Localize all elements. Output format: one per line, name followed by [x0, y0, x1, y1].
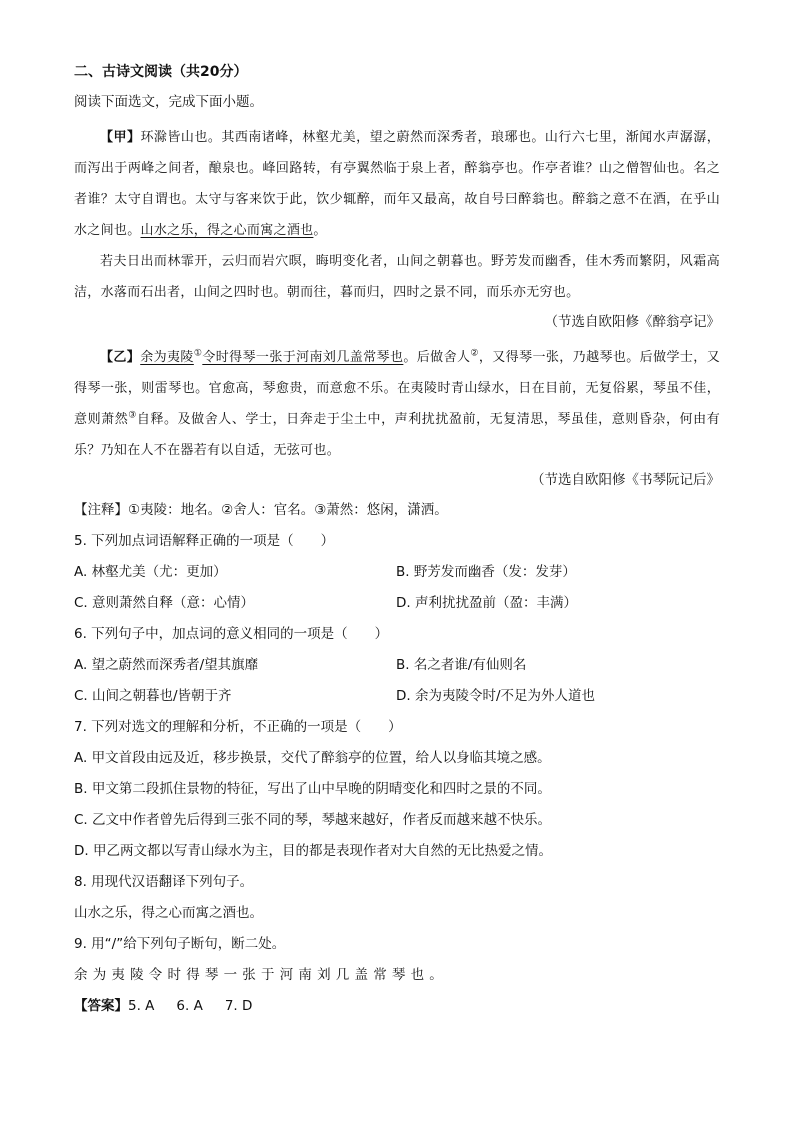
answer-7: 7. D — [224, 998, 253, 1014]
question-9-sentence: 余为夷陵令时得琴一张于河南刘几盖常琴也。 — [74, 967, 448, 983]
question-5-option-a[interactable]: A. 林壑尤美（尤：更加） — [74, 564, 227, 580]
source-yi: （节选自欧阳修《书琴阮记后》 — [531, 472, 720, 488]
question-7-option-a[interactable]: A. 甲文首段由远及近，移步换景，交代了醉翁亭的位置，给人以身临其境之感。 — [74, 750, 551, 766]
question-7-option-b[interactable]: B. 甲文第二段抓住景物的特征，写出了山中早晚的阴晴变化和四时之景的不同。 — [74, 781, 551, 797]
question-5-option-d[interactable]: D. 声利扰扰盈前（盈：丰满） — [396, 595, 577, 611]
answer-5: 5. A — [128, 998, 155, 1014]
question-6-options-row-1 — [74, 655, 720, 675]
question-5-option-b[interactable]: B. 野芳发而幽香（发：发芽） — [396, 564, 576, 580]
passage-yi — [74, 342, 720, 466]
question-6-stem: 6. 下列句子中，加点词的意义相同的一项是（ ） — [74, 626, 389, 642]
question-6-option-d[interactable]: D. 余为夷陵令时/不足为外人道也 — [396, 688, 596, 704]
question-8-sentence: 山水之乐，得之心而寓之酒也。 — [74, 905, 263, 921]
question-6-option-b[interactable]: B. 名之者谁/有仙则名 — [396, 657, 527, 673]
question-7-option-c[interactable]: C. 乙文中作者曾先后得到三张不同的琴，琴越来越好，作者反而越来越不快乐。 — [74, 812, 552, 828]
question-6-option-c[interactable]: C. 山间之朝暮也/皆朝于齐 — [74, 688, 232, 704]
question-5-options-row-1 — [74, 562, 720, 582]
question-8-stem: 8. 用现代汉语翻译下列句子。 — [74, 874, 254, 890]
passage-tag-jia: 【甲】 — [100, 130, 141, 145]
passage-yi-text-3: 自释。及做舍人、学士，日奔走于尘土中，声利扰扰盈前，无复清思，琴虽佳，意则昏杂，何由有乐？乃知在人不在器若有以自适，无弦可也。 — [74, 412, 720, 458]
question-6-option-a[interactable]: A. 望之蔚然而深秀者/望其旗靡 — [74, 657, 259, 673]
question-5-stem: 5. 下列加点词语解释正确的一项是（ ） — [74, 533, 335, 549]
underlined-sentence-jia: 山水之乐，得之心而寓之酒也 — [140, 223, 314, 238]
annotation-note: 【注释】①夷陵：地名。②舍人：官名。③萧然：悠闲，潇洒。 — [74, 502, 448, 518]
footnote-marker-3: ③ — [128, 410, 137, 421]
footnote-marker-1: ① — [193, 348, 203, 359]
source-jia: （节选自欧阳修《醉翁亭记》 — [544, 314, 720, 330]
exam-page — [74, 62, 720, 1016]
footnote-marker-2: ② — [470, 348, 479, 359]
answer-line — [74, 996, 720, 1016]
passage-jia — [74, 122, 720, 308]
question-6-options-row-2 — [74, 686, 720, 706]
passage-jia-paragraph-2: 若夫日出而林霏开，云归而岩穴暝，晦明变化者，山间之朝暮也。野芳发而幽香，佳木秀而繁阴，风霜高洁，水落而石出者，山间之四时也。朝而往，暮而归，四时之景不同，而乐亦无穷也。 — [74, 254, 720, 300]
passage-jia-paragraph-1 — [74, 122, 720, 246]
instruction: 阅读下面选文，完成下面小题。 — [74, 94, 263, 110]
answer-6: 6. A — [176, 998, 203, 1014]
answer-label: 【答案】 — [74, 998, 128, 1014]
passage-yi-text-1: 。后做舍人 — [403, 350, 471, 365]
passage-yi-paragraph — [74, 342, 720, 466]
passage-yi-text-2: ，又得琴一张，乃越琴也。后做学士，又得琴一张，则雷琴也。官愈高，琴愈贵，而意愈不乐。在夷陵时青山绿水，日在目前，无复俗累，琴虽不佳，意则萧然 — [74, 350, 720, 427]
question-7-option-d[interactable]: D. 甲乙两文都以写青山绿水为主，目的都是表现作者对大自然的无比热爱之情。 — [74, 843, 552, 859]
question-5-option-c[interactable]: C. 意则萧然自释（意：心情） — [74, 595, 255, 611]
question-5-options-row-2 — [74, 593, 720, 613]
underlined-sentence-yi-part-1: 余为夷陵 — [140, 350, 194, 365]
passage-jia-period: 。 — [313, 223, 327, 238]
passage-jia-text-1: 环滁皆山也。其西南诸峰，林壑尤美，望之蔚然而深秀者，琅琊也。山行六七里，渐闻水声潺潺，而泻出于两峰之间者，酿泉也。峰回路转，有亭翼然临于泉上者，醉翁亭也。作亭者谁？山之僧智仙也。名之者谁？太守自谓也。太守与客来饮于此，饮少辄醉，而年又最高，故自号曰醉翁也。醉翁之意不在酒，在乎山水之间也。 — [74, 130, 720, 238]
passage-tag-yi: 【乙】 — [100, 350, 141, 365]
section-title: 二、古诗文阅读（共20分） — [74, 64, 248, 80]
question-9-stem: 9. 用“/”给下列句子断句，断二处。 — [74, 936, 286, 952]
question-7-stem: 7. 下列对选文的理解和分析，不正确的一项是（ ） — [74, 719, 402, 735]
underlined-sentence-yi-part-2: 令时得琴一张于河南刘几盖常琴也 — [202, 350, 404, 365]
